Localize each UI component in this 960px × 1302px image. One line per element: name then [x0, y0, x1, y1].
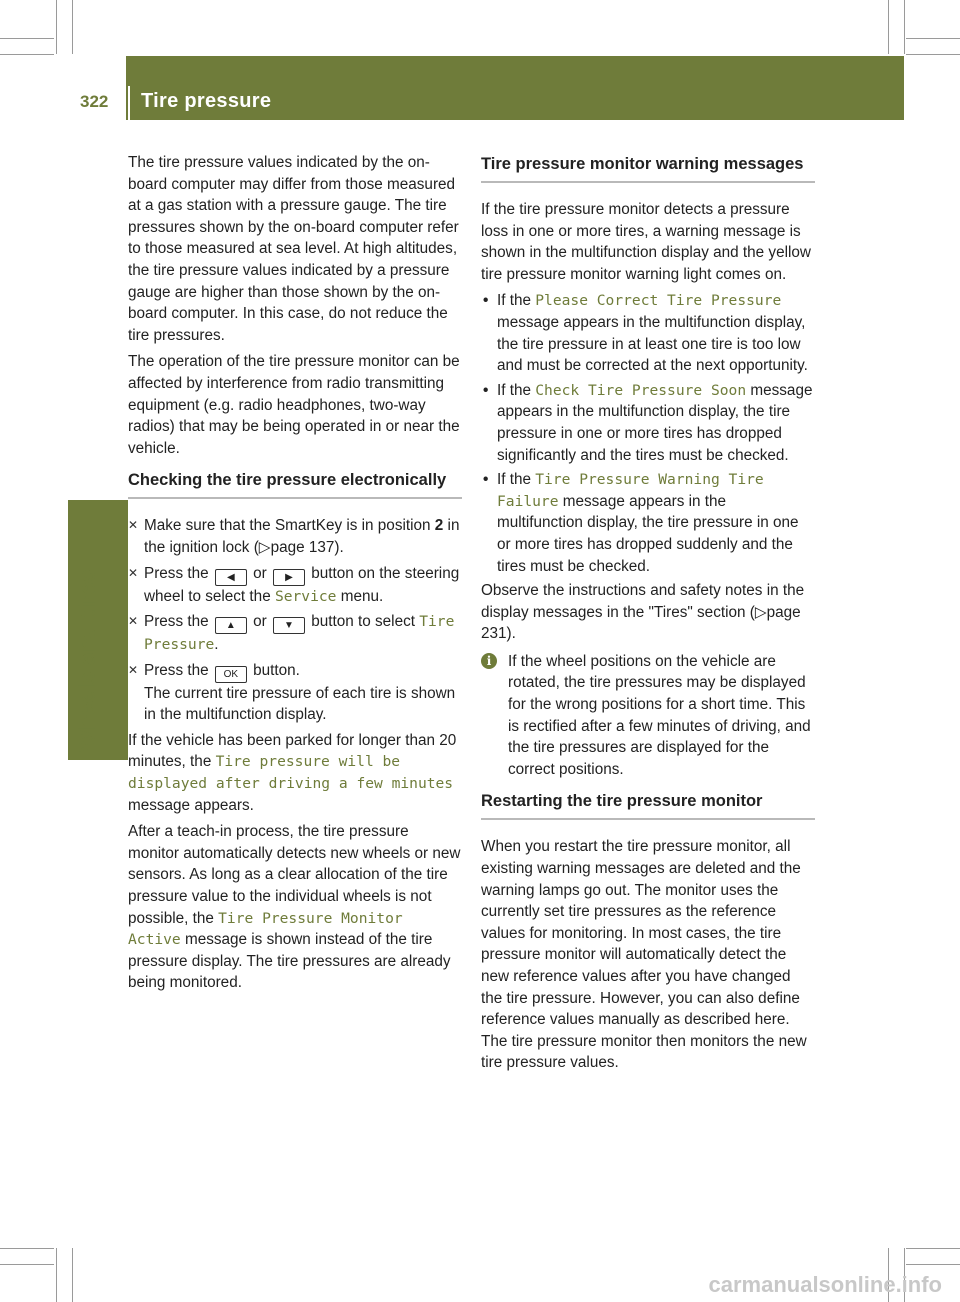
intro-paragraph: The tire pressure values indicated by the on-board computer may differ from those measured at a gas station with a pressure gauge. The tire pressures shown by the on-board computer refer to those measured at sea level. At high altitudes, the tire pressure values indicated by a pressure gauge are higher than those shown by the on-board computer. In this case, do not reduce the tire pressures.	[128, 154, 459, 344]
crop-mark	[906, 54, 960, 55]
right-arrow-key-icon: ▶	[273, 569, 305, 586]
header-divider	[128, 86, 130, 120]
ok-key-icon: OK	[215, 666, 247, 683]
crop-mark	[0, 54, 54, 55]
restart-paragraph: When you restart the tire pressure monitor, all existing warning messages are deleted and the warning lamps go out. The monitor uses the currently set tire pressures as the reference values for monitoring. In most cases, the tire pressure monitor will automatically detect the new reference values after you have changed the tire pressure. However, you can also define reference values manually as described here. The tire pressure monitor then monitors the new tire pressure values.	[481, 838, 807, 1072]
crop-mark	[0, 38, 54, 39]
step-arrow-icon: ✕	[128, 614, 139, 629]
left-arrow-key-icon: ◀	[215, 569, 247, 586]
warning-intro-paragraph: If the tire pressure monitor detects a pressure loss in one or more tires, a warning message is shown in the multifunction display and the yellow tire pressure monitor warning light comes on.	[481, 201, 811, 283]
chapter-tab-label: Wheels and tires	[74, 569, 100, 752]
down-arrow-key-icon: ▼	[273, 617, 305, 634]
step-item: ✕ Press the ▲ or ▼ button to select Tire Pressure.	[128, 613, 455, 654]
info-note: i If the wheel positions on the vehicle are rotated, the tire pressures may be displayed for the wrong positions for a short time. This is rectified after a few minutes of driving, and the tire pressures are displayed for the correct positions.	[481, 651, 815, 781]
step-item: ✕ Make sure that the SmartKey is in position 2 in the ignition lock (▷page 137).	[128, 517, 460, 556]
crop-mark	[906, 1264, 960, 1265]
interference-paragraph: The operation of the tire pressure monitor can be affected by interference from radio transmitting equipment (e.g. radio headphones, two-way radios) that may be being operated in or near the vehicle.	[128, 353, 460, 457]
display-message: Tire pressure will be displayed after driving a few minutes	[128, 753, 454, 793]
crop-mark	[0, 1248, 54, 1249]
bullet-icon: •	[483, 471, 489, 489]
info-icon: i	[481, 653, 497, 669]
parked-paragraph: If the vehicle has been parked for longer than 20 minutes, the Tire pressure will be displayed after driving a few minutes message appears.	[128, 731, 457, 814]
section-heading-restarting: Restarting the tire pressure monitor	[481, 791, 815, 820]
display-message: Check Tire Pressure Soon	[535, 381, 747, 399]
step-result: The current tire pressure of each tire is shown in the multifunction display.	[144, 684, 456, 724]
crop-mark	[888, 0, 889, 54]
page-number: 322	[80, 92, 109, 111]
watermark: carmanualsonline.info	[708, 1272, 942, 1297]
display-message: Tire Pressure Monitor Active	[128, 909, 403, 949]
page-title: Tire pressure	[141, 90, 272, 112]
crop-mark	[56, 0, 57, 54]
bullet-item: • If the Please Correct Tire Pressure message appears in the multifunction display, the tire pressure in at least one tire is too low and must be corrected at the next opportunity.	[483, 292, 808, 375]
step-arrow-icon: ✕	[128, 518, 139, 533]
bullet-icon: •	[483, 381, 489, 399]
crop-mark	[906, 1248, 960, 1249]
crop-mark	[72, 0, 73, 54]
crop-mark	[56, 1248, 57, 1302]
step-item: ✕ Press the OK button. The current tire pressure of each tire is shown in the multifunction display.	[128, 661, 456, 724]
left-column	[128, 152, 462, 999]
section-heading-warnings: Tire pressure monitor warning messages	[481, 154, 815, 183]
step-arrow-icon: ✕	[128, 565, 139, 580]
step-arrow-icon: ✕	[128, 662, 139, 677]
crop-mark	[0, 1264, 54, 1265]
up-arrow-key-icon: ▲	[215, 617, 247, 634]
display-message: Tire Pressure Warning Tire Failure	[497, 471, 764, 510]
teach-in-paragraph: After a teach-in process, the tire pressure monitor automatically detects new wheels or new sensors. As long as a clear allocation of the tire pressure value to the individual wheels is not possible, the Tire Pressure Monitor Active message is shown instead of the tire pressure display. The tire pressures are already being monitored.	[128, 823, 461, 992]
display-message: Service	[274, 587, 337, 605]
section-heading-checking: Checking the tire pressure electronically	[128, 470, 462, 499]
bullet-icon: •	[483, 292, 489, 310]
display-message: Please Correct Tire Pressure	[535, 292, 782, 310]
bullet-item: • If the Check Tire Pressure Soon message appears in the multifunction display, the tire pressure in one or more tires has dropped significantly and the tires must be checked.	[483, 381, 813, 464]
bullet-item: • If the Tire Pressure Warning Tire Failure message appears in the multifunction display, the tire pressure in one or more tires has dropped suddenly and the tires must be checked.	[483, 471, 799, 575]
crop-mark	[904, 0, 905, 54]
display-message: Tire Pressure	[144, 613, 455, 654]
observe-paragraph: Observe the instructions and safety notes in the display messages in the "Tires" section (▷page 231).	[481, 582, 805, 643]
page-reference-icon: ▷	[258, 538, 271, 556]
crop-mark	[72, 1248, 73, 1302]
right-column	[481, 152, 815, 1079]
step-item: ✕ Press the ◀ or ▶ button on the steering wheel to select the Service menu.	[128, 564, 460, 605]
crop-mark	[906, 38, 960, 39]
page-reference-icon: ▷	[754, 603, 767, 621]
